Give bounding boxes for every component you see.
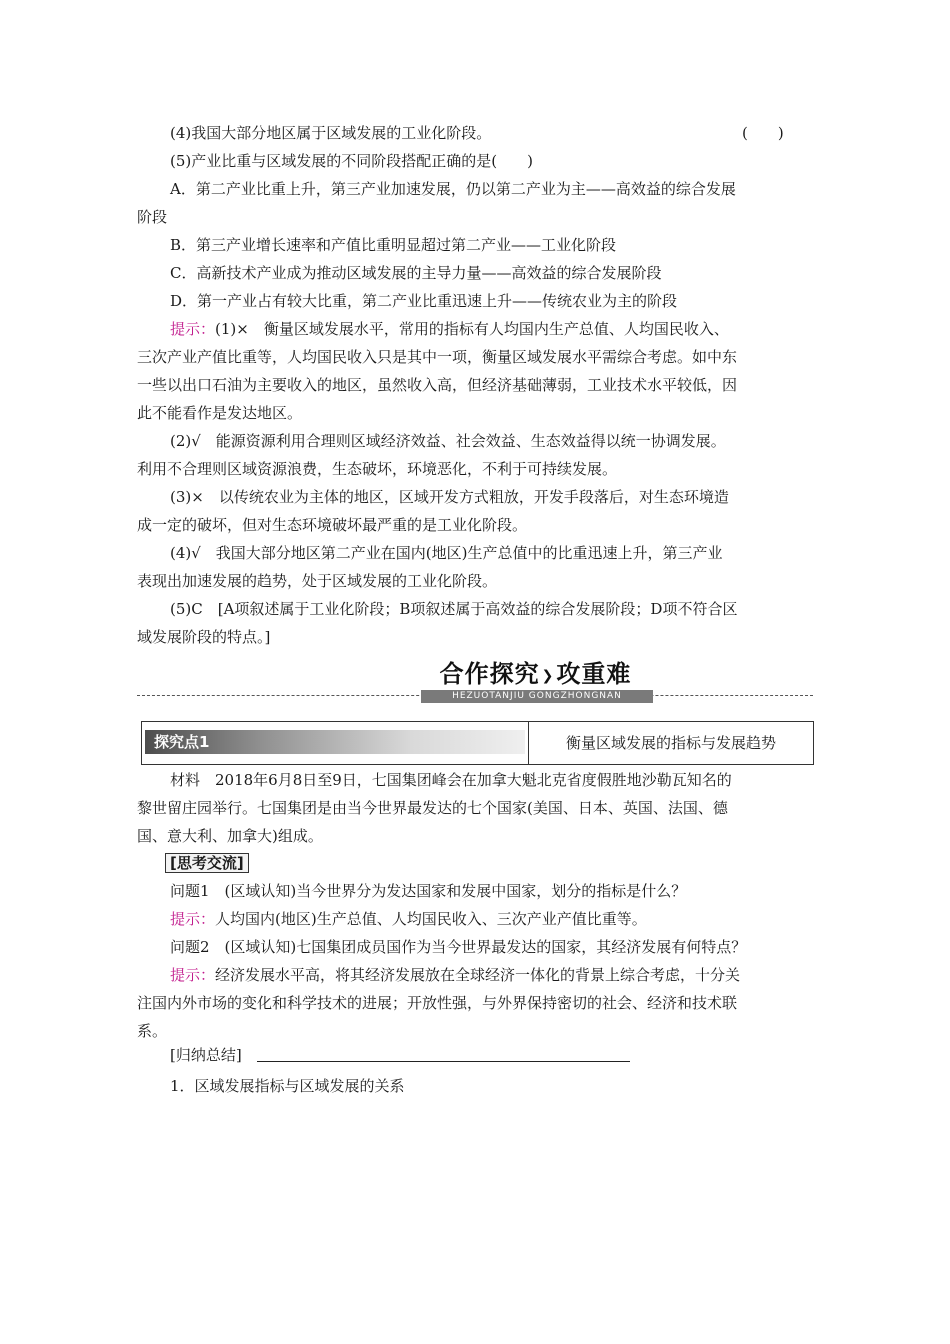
explore-point-tab-area [142,722,529,764]
material-line3: 国、意大利、加拿大)组成。 [137,827,323,845]
summary-tag: [归纳总结] [170,1046,242,1064]
hint-label: 提示： [170,910,216,928]
discussion-hint-2-text: 经济发展水平高，将其经济发展放在全球经济一体化的背景上综合考虑，十分关 [215,966,741,984]
material-line2: 黎世留庄园举行。七国集团是由当今世界最发达的七个国家(美国、日本、英国、法国、德 [137,799,728,817]
answer-1-line1 [170,319,729,339]
answer-2-line1: (2)√ 能源资源利用合理则区域经济效益、社会效益、生态效益得以统一协调发展。 [170,432,726,450]
answer-1-line2: 三次产业产值比重等，人均国民收入只是其中一项，衡量区域发展水平需综合考虑。如中东 [137,348,738,366]
option-a-cont: 阶段 [137,208,168,226]
section-banner-subtitle: HEZUOTANJIU GONGZHONGNAN [421,690,653,703]
answer-2-line2: 利用不合理则区域资源浪费，生态破坏，环境恶化，不利于可持续发展。 [137,460,618,478]
option-d: D．第一产业占有较大比重，第二产业比重迅速上升——传统农业为主的阶段 [170,292,678,310]
explore-point-title: 衡量区域发展的指标与发展趋势 [565,734,776,752]
chevron-right-icon: ❯ [541,668,555,684]
summary-item-1: 1．区域发展指标与区域发展的关系 [170,1077,405,1095]
question-4: (4)我国大部分地区属于区域发展的工业化阶段。 [170,124,492,142]
answer-4-line1: (4)√ 我国大部分地区第二产业在国内(地区)生产总值中的比重迅速上升，第三产业 [170,544,723,562]
question-5: (5)产业比重与区域发展的不同阶段搭配正确的是( ) [170,152,533,170]
answer-1-line4: 此不能看作是发达地区。 [137,404,303,422]
answer-blank-4: ( ) [742,124,784,142]
discussion-hint-1-text: 人均国内(地区)生产总值、人均国民收入、三次产业产值比重等。 [215,910,647,928]
hint-label: 提示： [170,966,216,984]
answer-5-line1: (5)C [A项叙述属于工业化阶段；B项叙述属于高效益的综合发展阶段；D项不符合区 [170,600,738,618]
discussion-hint-1 [170,909,647,929]
answer-1-text: (1)× 衡量区域发展水平，常用的指标有人均国内生产总值、人均国民收入、 [215,320,729,338]
material-line1: 材料 2018年6月8日至9日，七国集团峰会在加拿大魁北克省度假胜地沙勒瓦知名的 [170,771,732,789]
discussion-question-2: 问题2 (区域认知)七国集团成员国作为当今世界最发达的国家，其经济发展有何特点？ [170,938,747,956]
hint-label: 提示： [170,320,216,338]
discussion-hint-2-line2: 注国内外市场的变化和科学技术的进展；开放性强，与外界保持密切的社会、经济和技术联 [137,994,738,1012]
section-banner-title: 合作探究 ❯攻重难 [439,660,632,688]
summary-underline [257,1061,630,1062]
section-banner [413,658,658,706]
answer-1-line3: 一些以出口石油为主要收入的地区，虽然收入高，但经济基础薄弱，工业技术水平较低，因 [137,376,738,394]
discussion-hint-2-line1 [170,965,740,985]
discussion-tag: [思考交流] [165,853,249,873]
answer-4-line2: 表现出加速发展的趋势，处于区域发展的工业化阶段。 [137,572,498,590]
answer-5-line2: 域发展阶段的特点。] [137,628,271,646]
explore-point-label: 探究点1 [154,733,210,751]
answer-3-line2: 成一定的破坏，但对生态环境破坏最严重的是工业化阶段。 [137,516,528,534]
option-c: C．高新技术产业成为推动区域发展的主导力量——高效益的综合发展阶段 [170,264,662,282]
answer-3-line1: (3)× 以传统农业为主体的地区，区域开发方式粗放，开发手段落后，对生态环境造 [170,488,729,506]
discussion-question-1: 问题1 (区域认知)当今世界分为发达国家和发展中国家，划分的指标是什么？ [170,882,687,900]
discussion-hint-2-line3: 系。 [137,1022,168,1040]
explore-point-box [141,721,814,765]
option-b: B．第三产业增长速率和产值比重明显超过第二产业——工业化阶段 [170,236,617,254]
option-a: A．第二产业比重上升，第三产业加速发展，仍以第二产业为主——高效益的综合发展 [170,180,736,198]
